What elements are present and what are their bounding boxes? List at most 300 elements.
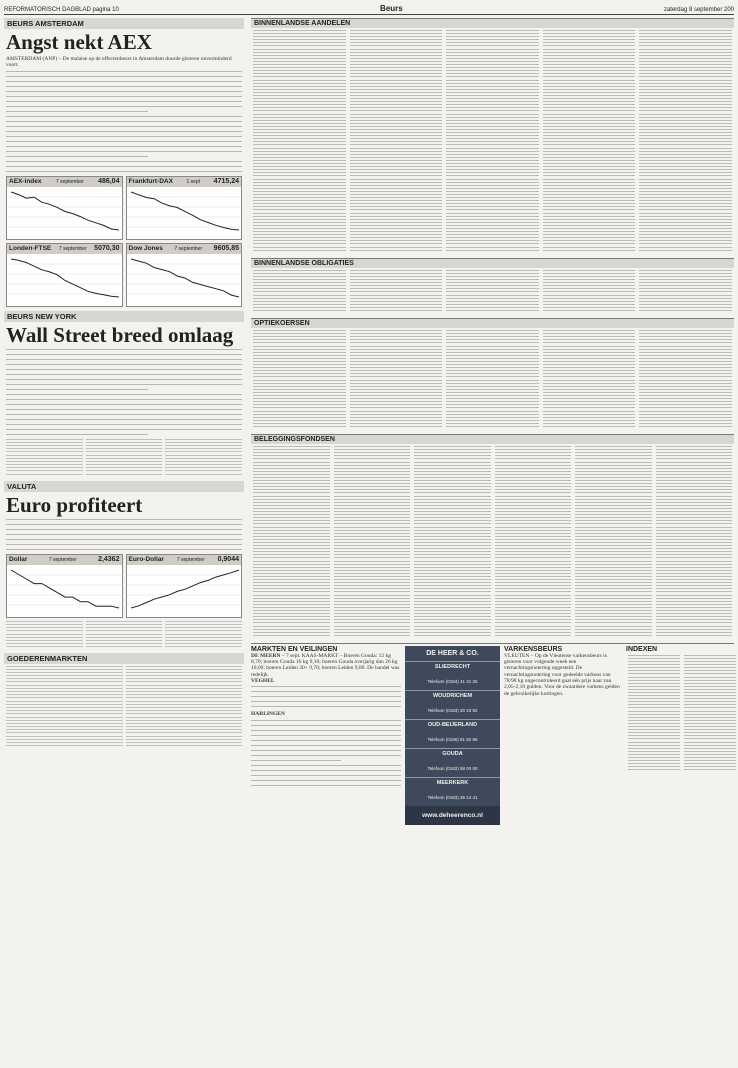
table-row (639, 188, 732, 189)
table-row (628, 664, 680, 665)
table-row (639, 250, 732, 251)
table-row (684, 717, 736, 718)
table-row (253, 474, 330, 475)
table-row (446, 355, 539, 356)
table-row (350, 364, 443, 365)
table-row (495, 622, 572, 623)
table-row (446, 426, 539, 427)
table-row (350, 52, 443, 53)
table-row (165, 467, 242, 468)
table-row (639, 222, 732, 223)
table-row (543, 395, 636, 396)
chart-date: 7 september (55, 178, 84, 185)
table-row (350, 194, 443, 195)
table-row (350, 213, 443, 214)
body-lines-amsterdam (6, 71, 242, 172)
table-row (446, 73, 539, 74)
table-row (495, 508, 572, 509)
table-row (253, 185, 346, 186)
chart-value: 5070,30 (94, 245, 120, 253)
table-row (6, 678, 123, 679)
table-row (628, 707, 680, 708)
table-row (253, 523, 330, 524)
table-row (543, 310, 636, 311)
table-row (446, 395, 539, 396)
table-row (414, 455, 491, 456)
table-row (350, 404, 443, 405)
table-row (639, 157, 732, 158)
table-row (575, 604, 652, 605)
chart-date: 7 september (174, 245, 203, 252)
table-row (6, 461, 83, 462)
table-row (495, 616, 572, 617)
table-row (446, 333, 539, 334)
table-row (446, 175, 539, 176)
table-row (543, 39, 636, 40)
text-line (6, 171, 242, 172)
table-row (543, 45, 636, 46)
table-row (639, 101, 732, 102)
table-row (495, 499, 572, 500)
table-row (253, 370, 346, 371)
table-row (253, 276, 346, 277)
table-row (639, 129, 732, 130)
chart-date: 7 september (48, 556, 77, 563)
table-row (414, 601, 491, 602)
table-row (6, 710, 123, 711)
table-row (446, 225, 539, 226)
table-row (253, 411, 346, 412)
table-row (253, 107, 346, 108)
table-row (253, 298, 346, 299)
table-row (253, 304, 346, 305)
table-row (253, 373, 346, 374)
table-column (543, 330, 636, 429)
table-row (639, 52, 732, 53)
table-row (6, 681, 123, 682)
table-row (495, 452, 572, 453)
chart-plot (7, 187, 123, 237)
text-line (6, 131, 242, 132)
table-row (639, 95, 732, 96)
table-row (446, 42, 539, 43)
text-line (6, 364, 242, 365)
advert-branch-city: GOUDA (442, 750, 463, 757)
table-row (86, 467, 163, 468)
table-row (253, 117, 346, 118)
table-row (656, 573, 733, 574)
table-row (253, 336, 346, 337)
table-row (495, 604, 572, 605)
table-row (543, 194, 636, 195)
table-row (6, 643, 83, 644)
table-row (253, 282, 346, 283)
table-row (639, 169, 732, 170)
table-row (446, 92, 539, 93)
table-row (575, 613, 652, 614)
table-row (543, 222, 636, 223)
table-row (350, 126, 443, 127)
table-row (350, 285, 443, 286)
table-row (639, 191, 732, 192)
table-row (495, 635, 572, 636)
table-row (543, 423, 636, 424)
table-row (126, 666, 243, 667)
table-row (126, 672, 243, 673)
table-row (639, 237, 732, 238)
table-column (639, 330, 732, 429)
text-line (6, 369, 242, 370)
table-row (628, 689, 680, 690)
text-line (6, 354, 242, 355)
table-row (575, 520, 652, 521)
table-row (165, 627, 242, 628)
table-row (639, 107, 732, 108)
table-column (253, 330, 346, 429)
text-line (6, 116, 242, 117)
table-row (656, 576, 733, 577)
table-row (253, 576, 330, 577)
table-row (165, 455, 242, 456)
table-row (414, 465, 491, 466)
table-row (253, 567, 330, 568)
table-row (639, 203, 732, 204)
table-row (446, 386, 539, 387)
table-row (543, 182, 636, 183)
table-row (495, 468, 572, 469)
table-row (253, 237, 346, 238)
table-row (6, 672, 123, 673)
markten-column (251, 646, 401, 825)
table-row (126, 694, 243, 695)
section-head-fondsen: BELEGGINGSFONDSEN (251, 435, 734, 444)
table-row (414, 452, 491, 453)
table-row (446, 67, 539, 68)
text-line (251, 701, 401, 702)
table-row (414, 486, 491, 487)
table-row (126, 739, 243, 740)
table-row (334, 610, 411, 611)
table-row (495, 523, 572, 524)
table-row (543, 288, 636, 289)
table-row (639, 80, 732, 81)
table-row (350, 392, 443, 393)
table-row (334, 474, 411, 475)
table-row (253, 607, 330, 608)
table-row (350, 301, 443, 302)
table-row (350, 339, 443, 340)
table-row (628, 745, 680, 746)
table-row (253, 209, 346, 210)
table-row (639, 380, 732, 381)
table-row (126, 729, 243, 730)
table-row (126, 697, 243, 698)
table-row (253, 502, 330, 503)
block-aandelen (251, 18, 734, 255)
table-row (253, 179, 346, 180)
table-row (575, 446, 652, 447)
text-line (251, 691, 401, 692)
table-row (350, 200, 443, 201)
table-row (165, 630, 242, 631)
table-row (543, 107, 636, 108)
table-row (414, 573, 491, 574)
table-row (165, 634, 242, 635)
table-row (253, 148, 346, 149)
table-row (639, 179, 732, 180)
table-row (165, 643, 242, 644)
table-row (253, 83, 346, 84)
table-row (350, 355, 443, 356)
table-row (350, 154, 443, 155)
table-column (628, 655, 680, 773)
table-row (543, 206, 636, 207)
table-row (639, 270, 732, 271)
table-row (350, 216, 443, 217)
table-row (253, 92, 346, 93)
table-row (350, 83, 443, 84)
table-row (253, 330, 346, 331)
table-row (446, 234, 539, 235)
table-row (543, 120, 636, 121)
table-row (446, 64, 539, 65)
table-row (414, 548, 491, 549)
table-row (334, 561, 411, 562)
table-row (253, 172, 346, 173)
table-row (126, 685, 243, 686)
table-row (6, 691, 123, 692)
table-row (350, 298, 443, 299)
table-row (656, 502, 733, 503)
table-row (350, 89, 443, 90)
text-line (6, 424, 242, 425)
table-row (656, 619, 733, 620)
table-row (495, 607, 572, 608)
table-row (543, 58, 636, 59)
table-row (543, 185, 636, 186)
table-row (253, 480, 330, 481)
table-row (639, 407, 732, 408)
table-row (628, 754, 680, 755)
chart-value: 0,9044 (217, 556, 239, 564)
text-line (251, 765, 401, 766)
table-row (446, 411, 539, 412)
advert-branches (405, 661, 500, 806)
table-row (446, 83, 539, 84)
table-row (639, 358, 732, 359)
table-row (253, 533, 330, 534)
headline-valuta: Euro profiteert (6, 492, 143, 517)
table-row (639, 135, 732, 136)
table-row (639, 342, 732, 343)
table-row (446, 163, 539, 164)
table-row (446, 295, 539, 296)
table-row (684, 667, 736, 668)
table-row (6, 666, 123, 667)
table-row (446, 401, 539, 402)
table-row (495, 548, 572, 549)
series-line (11, 192, 119, 230)
table-row (253, 114, 346, 115)
table-row (350, 70, 443, 71)
table-row (253, 307, 346, 308)
table-row (253, 250, 346, 251)
table-row (253, 591, 330, 592)
table-row (253, 564, 330, 565)
table-row (350, 117, 443, 118)
text-line (6, 434, 148, 435)
table-row (495, 554, 572, 555)
table-row (253, 206, 346, 207)
table-row (446, 129, 539, 130)
table-row (684, 742, 736, 743)
text-line (6, 359, 242, 360)
table-row (495, 579, 572, 580)
table-row (495, 539, 572, 540)
table-row (446, 276, 539, 277)
table-row (253, 61, 346, 62)
table-row (126, 742, 243, 743)
table-row (350, 361, 443, 362)
table-row (628, 714, 680, 715)
text-line (6, 519, 242, 520)
table-row (253, 98, 346, 99)
table-row (350, 407, 443, 408)
table-row (543, 376, 636, 377)
series-line (11, 259, 119, 297)
table-row (253, 548, 330, 549)
table-row (639, 33, 732, 34)
table-row (656, 626, 733, 627)
advert-name: DE HEER & CO. (426, 649, 479, 657)
table-row (126, 675, 243, 676)
masthead-left: REFORMATORISCH DAGBLAD pagina 10 (4, 7, 119, 13)
table-row (253, 333, 346, 334)
table-row (334, 477, 411, 478)
table-row (495, 477, 572, 478)
table-row (86, 643, 163, 644)
table-row (414, 468, 491, 469)
table-row (350, 166, 443, 167)
table-row (495, 551, 572, 552)
table-row (543, 426, 636, 427)
chart-title: AEX-index (9, 178, 42, 186)
table-row (350, 219, 443, 220)
table-row (628, 738, 680, 739)
table-row (543, 166, 636, 167)
table-column (165, 621, 242, 650)
chart-value: 9605,85 (213, 245, 239, 253)
text-line (251, 696, 401, 697)
table-row (253, 182, 346, 183)
table-row (126, 726, 243, 727)
table-row (126, 745, 243, 746)
table-row (414, 502, 491, 503)
table-row (639, 411, 732, 412)
table-row (414, 496, 491, 497)
table-row (350, 352, 443, 353)
table-row (350, 237, 443, 238)
chart-value: 2,4362 (98, 556, 120, 564)
table-row (6, 455, 83, 456)
table-row (253, 367, 346, 368)
table-row (165, 442, 242, 443)
table-row (6, 442, 83, 443)
table-row (446, 138, 539, 139)
table-row (334, 465, 411, 466)
advert-url: www.deheerenco.nl (405, 806, 500, 825)
table-row (684, 754, 736, 755)
table-row (334, 523, 411, 524)
table-row (628, 711, 680, 712)
table-row (684, 695, 736, 696)
table-row (495, 601, 572, 602)
table-row (575, 533, 652, 534)
table-row (334, 530, 411, 531)
table-row (253, 530, 330, 531)
table-row (656, 517, 733, 518)
table-row (446, 330, 539, 331)
table-row (639, 398, 732, 399)
table-row (253, 352, 346, 353)
section-head-valuta: VALUTA (4, 481, 244, 492)
table-row (253, 561, 330, 562)
table-row (575, 480, 652, 481)
table-row (414, 632, 491, 633)
text-line (251, 760, 341, 761)
table-row (350, 172, 443, 173)
table-row (656, 508, 733, 509)
text-line (251, 770, 401, 771)
table-row (575, 591, 652, 592)
table-row (656, 554, 733, 555)
advert-branch-city: OUD-BEIJERLAND (427, 721, 478, 728)
table-row (253, 545, 330, 546)
table-row (543, 367, 636, 368)
table-row (253, 383, 346, 384)
table-row (446, 407, 539, 408)
table-row (684, 692, 736, 693)
table-row (6, 675, 123, 676)
table-row (86, 640, 163, 641)
table-row (253, 188, 346, 189)
table-row (446, 151, 539, 152)
table-row (543, 80, 636, 81)
table-row (6, 694, 123, 695)
table-row (639, 86, 732, 87)
text-line (6, 409, 242, 410)
table-row (639, 148, 732, 149)
table-row (253, 194, 346, 195)
table-row (6, 717, 123, 718)
table-row (334, 511, 411, 512)
table-row (446, 420, 539, 421)
table-row (446, 414, 539, 415)
table-row (414, 576, 491, 577)
table-row (253, 203, 346, 204)
table-row (543, 270, 636, 271)
table-row (6, 458, 83, 459)
table-row (165, 451, 242, 452)
table-row (684, 748, 736, 749)
table-row (253, 58, 346, 59)
table-row (495, 629, 572, 630)
table-row (575, 477, 652, 478)
table-row (414, 626, 491, 627)
table-row (495, 576, 572, 577)
table-row (575, 564, 652, 565)
table-row (656, 523, 733, 524)
